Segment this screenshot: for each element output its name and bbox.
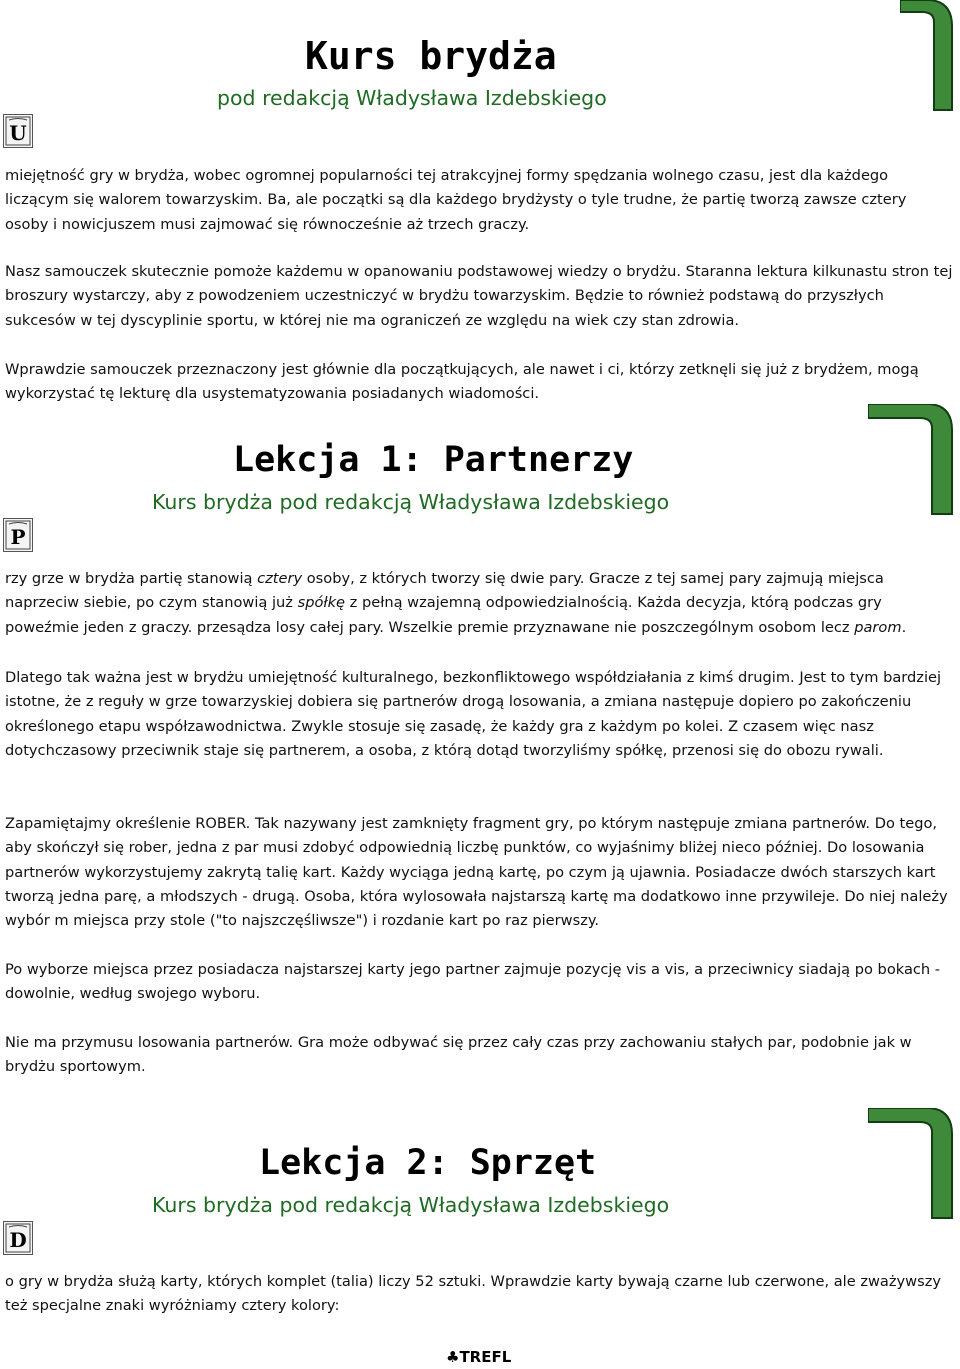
dropcap-letter: D: [9, 1228, 27, 1252]
dropcap-letter: P: [10, 525, 26, 549]
intro-paragraph-2: Nasz samouczek skutecznie pomoże każdemu w opanowaniu podstawowej wiedzy o brydżu. Staranna lektura kilkunastu stron tej broszury wystarczy, aby z powodzeniem uczestniczyć w brydżu towarzyskim. Będzie to również podstawą do przyszłych sukcesów w tej dyscyplinie sportu, w której nie ma ograniczeń ze względu na wiek czy stan zdrowia.: [5, 263, 953, 329]
lesson1-paragraph-4: Po wyborze miejsca przez posiadacza najstarszej karty jego partner zajmuje pozycję vis a vis, a przeciwnicy siadają po bokach - dowolnie, według swojego wyboru.: [5, 961, 941, 1003]
lesson1-title: Lekcja 1: Partnerzy: [233, 440, 634, 480]
lesson1-paragraph-1: rzy grze w brydża partię stanowią cztery osoby, z których tworzy się dwie pary. Gracze z tej samej pary zajmują miejsca naprzeciw siebie, po czym stanowią już spółkę z pełną wzajemną odpowiedzialnością. Każda decyzja, którą podczas gry poweźmie jeden z graczy. przesądza losy całej pary. Wszelkie premie przyznawane nie poszczególnym osobom lecz parom.: [5, 570, 907, 636]
page-subtitle: pod redakcją Władysława Izdebskiego: [217, 86, 607, 110]
corner-ornament-lesson2: [868, 1108, 960, 1220]
lesson1-subtitle: Kurs brydża pod redakcją Władysława Izdebskiego: [152, 490, 670, 514]
club-icon: ♣: [446, 1348, 460, 1366]
trefl-logo-text: TREFL: [459, 1348, 512, 1366]
intro-paragraph-1: miejętność gry w brydża, wobec ogromnej popularności tej atrakcyjnej formy spędzania wolnego czasu, jest dla każdego liczącym się walorem towarzyskim. Ba, ale początki są dla każdego brydżysty o tyle trudne, że partię tworzą zawsze cztery osoby i nowicjuszem musi zajmować się równocześnie aż trzech graczy.: [5, 167, 907, 233]
lesson1-paragraph-3: Zapamiętajmy określenie ROBER. Tak nazywany jest zamknięty fragment gry, po którym następuje zmiana partnerów. Do tego, aby skończył się rober, jedna z par musi zdobyć odpowiednią liczbę punktów, co wyjaśnimy bliżej nieco później. Do losowania partnerów wykorzystujemy zakrytą talię kart. Każdy wyciąga jedną kartę, po czym ją ujawnia. Posiadacze dwóch starszych kart tworzą jedna parę, a młodszych - drugą. Osoba, która wylosowała najstarszą kartę ma dodatkowo inne przywileje. Do niej należy wybór m miejsca przy stole ("to najszczęśliwsze") i rozdanie kart po raz pierwszy.: [5, 815, 948, 930]
trefl-logo: [446, 1348, 511, 1366]
corner-ornament-lesson1: [868, 404, 960, 516]
dropcap-letter: U: [9, 121, 27, 145]
lesson2-subtitle: Kurs brydża pod redakcją Władysława Izdebskiego: [152, 1193, 670, 1217]
page-title: Kurs brydża: [305, 34, 557, 78]
dropcap-p-icon: [3, 518, 33, 552]
lesson2-paragraph-1: o gry w brydża służą karty, których komplet (talia) liczy 52 sztuki. Wprawdzie karty bywają czarne lub czerwone, ale zważywszy też specjalne znaki wyróżniamy cztery kolory:: [5, 1273, 942, 1315]
dropcap-u-icon: [3, 114, 33, 148]
intro-paragraph-3: Wprawdzie samouczek przeznaczony jest głównie dla początkujących, ale nawet i ci, którzy zetknęli się już z brydżem, mogą wykorzystać tę lekturę dla usystematyzowania posiadanych wiadomości.: [5, 361, 919, 403]
dropcap-d-icon: [3, 1221, 33, 1255]
lesson2-title: Lekcja 2: Sprzęt: [259, 1143, 597, 1183]
lesson1-paragraph-5: Nie ma przymusu losowania partnerów. Gra może odbywać się przez cały czas przy zachowaniu stałych par, podobnie jak w brydżu sportowym.: [5, 1034, 912, 1076]
corner-ornament-top: [900, 0, 960, 112]
lesson1-paragraph-2: Dlatego tak ważna jest w brydżu umiejętność kulturalnego, bezkonfliktowego współdziałania z kimś drugim. Jest to tym bardziej istotne, że z reguły w grze towarzyskiej dobiera się partnerów drogą losowania, a zmiana następuje dopiero po zakończeniu określonego etapu współzawodnictwa. Zwykle stosuje się zasadę, że każdy gra z każdym po kolei. Z czasem więc nasz dotychczasowy przeciwnik staje się partnerem, a osoba, z którą dotąd tworzyliśmy spółkę, przenosi się do obozu rywali.: [5, 669, 942, 759]
